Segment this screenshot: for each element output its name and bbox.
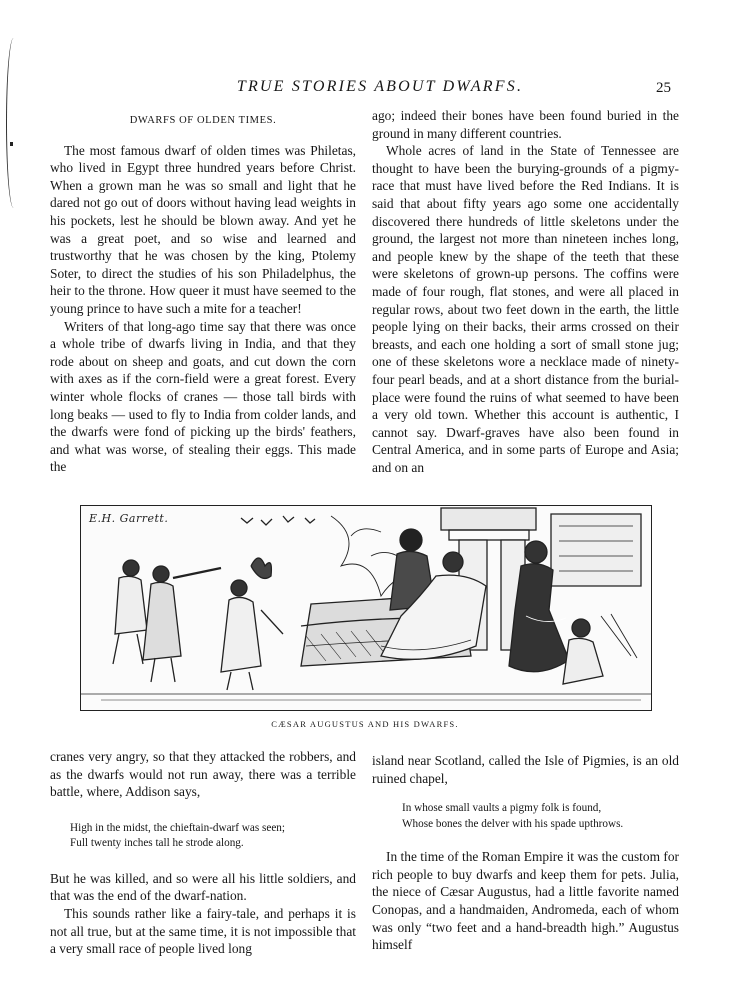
page-binding-edge xyxy=(6,38,21,208)
paragraph-roman-empire: In the time of the Roman Empire it was the custom for rich people to buy dwarfs and keep them for pets. Julia, the niece of Cæsar Augustus, had a little favorite named Conopas, and a handmaiden, Andromeda, each of whom was only “two feet and a hand-breadth high.” Augustus himself xyxy=(372,849,679,953)
artist-signature: E.H. Garrett. xyxy=(89,512,169,525)
paragraph-bones-continued: ago; indeed their bones have been found buried in the ground in many different countries. xyxy=(372,108,679,141)
right-column-top xyxy=(372,107,679,476)
verse-addison xyxy=(70,821,356,852)
verse-pigmy-folk xyxy=(402,801,679,832)
verse-line: High in the midst, the chieftain-dwarf was seen; xyxy=(70,821,285,834)
paragraph-isle-of-pigmies: island near Scotland, called the Isle of Pigmies, is an old ruined chapel, xyxy=(372,753,679,786)
left-column-bottom xyxy=(50,748,356,958)
illustration-caesar-and-dwarfs xyxy=(80,505,652,711)
binding-mark xyxy=(10,142,13,146)
verse-line: In whose small vaults a pigmy folk is found, xyxy=(402,802,602,815)
right-column-bottom xyxy=(372,752,679,954)
running-title: TRUE STORIES ABOUT DWARFS. xyxy=(236,78,524,95)
paragraph-india-dwarfs: Writers of that long-ago time say that there was once a whole tribe of dwarfs living in India, and that they rode about on sheep and goats, and cut down the corn with axes as if the corn-field were a great forest. Every winter whole flocks of cranes — those tall birds with long beaks — used to fly to India from colder lands, and the dwarfs were fond of picking up the birds' feathers, and what was worse, of stealing their eggs. This made the xyxy=(50,318,356,475)
paragraph-philetas: The most famous dwarf of olden times was Philetas, who lived in Egypt three hundred years before Christ. When a grown man he was so small and light that he dared not go out of doors without having lead weights in his pockets, lest he should be blown away. And yet he was a great poet, and so wise and learned and trustworthy that he was chosen by the king, Ptolemy Soter, to direct the studies of his son Philadelphus, the heir to the throne. How queer it must have seemed to the young prince to have such a mite for a teacher! xyxy=(50,142,356,316)
paragraph-fairy-tale: This sounds rather like a fairy-tale, and perhaps it is not all true, but at the same time, it is not impossible that a very small race of people lived long xyxy=(50,905,356,957)
engraving-drawing xyxy=(81,506,651,710)
verse-line: Full twenty inches tall he strode along. xyxy=(70,837,244,850)
paragraph-cranes-battle: cranes very angry, so that they attacked the robbers, and as the dwarfs would not run away, there was a terrible battle, where, Addison says, xyxy=(50,749,356,800)
paragraph-dwarf-nation-end: But he was killed, and so were all his little soldiers, and that was the end of the dwarf-nation. xyxy=(50,870,356,904)
paragraph-tennessee: Whole acres of land in the State of Tennessee are thought to have been the burying-grounds of a pigmy-race that must have lived before the Red Indians. It is said that about fifty years ago some one accidentally discovered there hundreds of little skeletons under the ground, the largest not more than nineteen inches long, and people knew by the shape of the teeth that these were skeletons of grown-up persons. The coffins were made of four rough, flat stones, and were all placed in regular rows, about two feet down in the earth, the little people lying on their backs, their arms crossed on their breasts, and each one holding a sort of small stone jug; one of these skeletons wore a necklace made of ninety-four pearl beads, and at a short distance from the burial-place were found the ruins of what seemed to have been a very old town. Whether this account is authentic, I cannot say. Dwarf-graves have also been found in Central America, and in some parts of Europe and Asia; and on an xyxy=(372,143,679,475)
section-heading: DWARFS OF OLDEN TIMES. xyxy=(129,115,277,126)
page-number: 25 xyxy=(656,80,671,96)
verse-line: Whose bones the delver with his spade upthrows. xyxy=(402,817,624,830)
left-column-top xyxy=(50,112,356,476)
illustration-caption: CÆSAR AUGUSTUS AND HIS DWARFS. xyxy=(271,719,459,729)
